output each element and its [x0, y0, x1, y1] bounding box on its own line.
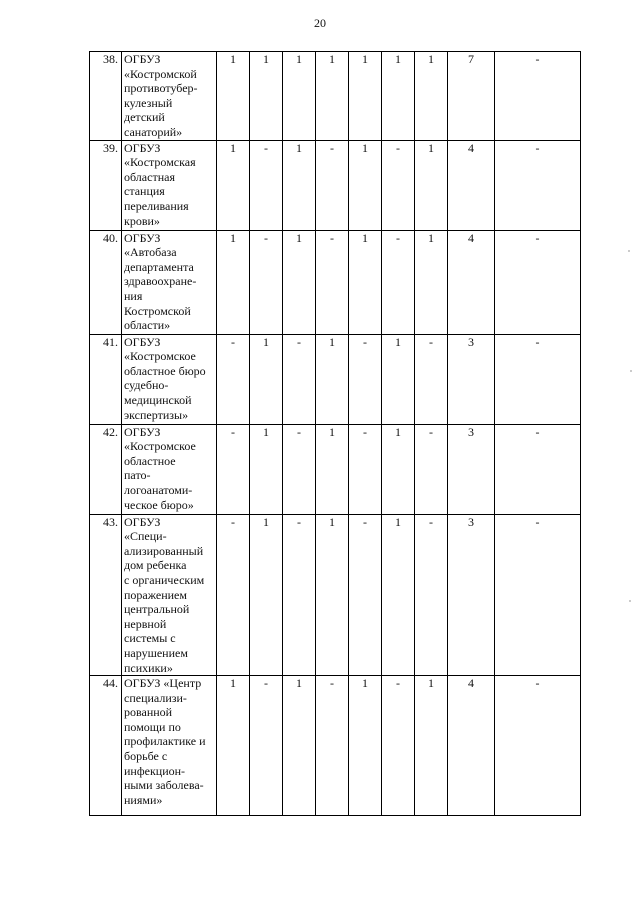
row-number: 42.: [90, 424, 122, 514]
facility-name: [122, 424, 217, 514]
total-cell: 3: [448, 514, 495, 676]
facility-name-line: ОГБУЗ «Центр: [124, 676, 202, 691]
value-cell: -: [316, 140, 349, 230]
value-cell: -: [415, 424, 448, 514]
total-cell: 3: [448, 334, 495, 424]
total-cell: 7: [448, 52, 495, 141]
facility-name-line: «Костромская: [124, 155, 196, 170]
value-cell: 1: [283, 140, 316, 230]
total-cell: 3: [448, 424, 495, 514]
facility-name-line: специализи-: [124, 690, 187, 705]
row-number: 44.: [90, 676, 122, 816]
facility-name-line: противотубер-: [124, 81, 198, 96]
note-cell: -: [495, 140, 581, 230]
value-cell: 1: [217, 230, 250, 334]
value-cell: -: [349, 334, 382, 424]
value-cell: 1: [382, 514, 415, 676]
row-number: 39.: [90, 140, 122, 230]
facility-name-line: станция: [124, 184, 165, 199]
value-cell: 1: [415, 230, 448, 334]
value-cell: 1: [316, 334, 349, 424]
row-number: 38.: [90, 52, 122, 141]
facility-name-line: Костромской: [124, 303, 191, 318]
value-cell: 1: [283, 230, 316, 334]
facility-name-line: ОГБУЗ: [124, 52, 161, 66]
value-cell: -: [217, 334, 250, 424]
facility-name-line: областное: [124, 453, 176, 468]
value-cell: -: [349, 424, 382, 514]
facility-name-line: центральной: [124, 602, 190, 617]
facility-name-line: «Костромской: [124, 66, 197, 81]
note-cell: -: [495, 52, 581, 141]
facility-name-line: ОГБУЗ: [124, 334, 161, 349]
value-cell: 1: [349, 230, 382, 334]
facility-name-line: здравоохране-: [124, 274, 197, 289]
facility-name-line: ализированный: [124, 543, 204, 558]
facility-name-line: экспертизы»: [124, 407, 189, 422]
facility-name-line: «Костромское: [124, 349, 196, 364]
table-row: [90, 514, 581, 676]
facility-name: [122, 514, 217, 676]
value-cell: 1: [382, 52, 415, 141]
value-cell: 1: [415, 52, 448, 141]
value-cell: 1: [217, 140, 250, 230]
facility-name-line: системы с: [124, 631, 176, 646]
value-cell: 1: [250, 424, 283, 514]
note-cell: -: [495, 334, 581, 424]
value-cell: -: [415, 514, 448, 676]
value-cell: -: [382, 140, 415, 230]
value-cell: -: [250, 676, 283, 816]
facility-name-line: «Специ-: [124, 529, 167, 544]
table-row: [90, 424, 581, 514]
facilities-table: [89, 51, 581, 816]
value-cell: 1: [250, 334, 283, 424]
facility-name-line: ОГБУЗ: [124, 424, 161, 439]
value-cell: 1: [283, 52, 316, 141]
facility-name: [122, 676, 217, 816]
facility-name-line: департамента: [124, 259, 194, 274]
facility-name-line: областное бюро: [124, 363, 206, 378]
facility-name-line: области»: [124, 318, 171, 333]
value-cell: 1: [316, 424, 349, 514]
value-cell: -: [217, 514, 250, 676]
value-cell: -: [283, 514, 316, 676]
value-cell: 1: [250, 514, 283, 676]
value-cell: 1: [316, 52, 349, 141]
value-cell: -: [316, 230, 349, 334]
page-number: 20: [314, 16, 326, 30]
facility-name-line: кулезный: [124, 95, 173, 110]
note-cell: -: [495, 424, 581, 514]
facility-name-line: ческое бюро»: [124, 497, 194, 512]
value-cell: -: [283, 334, 316, 424]
facility-name-line: областная: [124, 169, 175, 184]
value-cell: 1: [217, 52, 250, 141]
facility-name-line: профилактике и: [124, 734, 206, 749]
facility-name-line: детский: [124, 110, 165, 125]
facility-name-line: «Автобаза: [124, 245, 177, 260]
total-cell: 4: [448, 140, 495, 230]
note-cell: -: [495, 676, 581, 816]
note-cell: -: [495, 230, 581, 334]
table-row: [90, 676, 581, 816]
value-cell: 1: [349, 52, 382, 141]
facility-name-line: рованной: [124, 705, 173, 720]
value-cell: 1: [415, 140, 448, 230]
table-row: [90, 52, 581, 141]
value-cell: 1: [349, 140, 382, 230]
value-cell: 1: [415, 676, 448, 816]
facility-name-line: «Костромское: [124, 439, 196, 454]
row-number: 41.: [90, 334, 122, 424]
facility-name-line: пато-: [124, 468, 151, 483]
facility-name-line: дом ребенка: [124, 558, 187, 573]
value-cell: -: [250, 140, 283, 230]
value-cell: -: [283, 424, 316, 514]
facility-name-line: нарушением: [124, 645, 188, 660]
facility-name: [122, 140, 217, 230]
facility-name-line: борьбе с: [124, 749, 168, 764]
facility-name-line: инфекцион-: [124, 763, 186, 778]
value-cell: -: [217, 424, 250, 514]
table-row: [90, 140, 581, 230]
total-cell: 4: [448, 230, 495, 334]
facility-name-line: крови»: [124, 213, 160, 228]
facility-name-line: ниями»: [124, 792, 163, 807]
value-cell: -: [382, 230, 415, 334]
scan-speck: [628, 250, 630, 252]
value-cell: 1: [382, 424, 415, 514]
facility-name: [122, 52, 217, 141]
facility-name-line: логоанатоми-: [124, 482, 193, 497]
value-cell: -: [349, 514, 382, 676]
facility-name-line: ОГБУЗ: [124, 230, 161, 245]
facility-name-line: ными заболева-: [124, 778, 204, 793]
facility-name-line: нервной: [124, 616, 167, 631]
value-cell: 1: [283, 676, 316, 816]
row-number: 40.: [90, 230, 122, 334]
facility-name-line: переливания: [124, 198, 189, 213]
table-row: [90, 334, 581, 424]
facility-name-line: ОГБУЗ: [124, 514, 161, 529]
total-cell: 4: [448, 676, 495, 816]
facility-name-line: ния: [124, 288, 143, 303]
facility-name-line: помощи по: [124, 719, 181, 734]
scan-speck: [630, 370, 632, 372]
value-cell: -: [316, 676, 349, 816]
scan-speck: [629, 600, 631, 602]
table-row: [90, 230, 581, 334]
note-cell: -: [495, 514, 581, 676]
row-number: 43.: [90, 514, 122, 676]
value-cell: 1: [217, 676, 250, 816]
facility-name-line: медицинской: [124, 392, 192, 407]
value-cell: 1: [349, 676, 382, 816]
value-cell: 1: [316, 514, 349, 676]
facility-name-line: ОГБУЗ: [124, 140, 161, 155]
value-cell: -: [250, 230, 283, 334]
facility-name-line: санаторий»: [124, 124, 183, 139]
facility-name-line: поражением: [124, 587, 187, 602]
value-cell: 1: [250, 52, 283, 141]
facility-name-line: с органическим: [124, 572, 205, 587]
facility-name: [122, 334, 217, 424]
value-cell: -: [382, 676, 415, 816]
facility-name-line: судебно-: [124, 378, 169, 393]
facility-name-line: психики»: [124, 660, 173, 675]
value-cell: 1: [382, 334, 415, 424]
value-cell: -: [415, 334, 448, 424]
facility-name: [122, 230, 217, 334]
